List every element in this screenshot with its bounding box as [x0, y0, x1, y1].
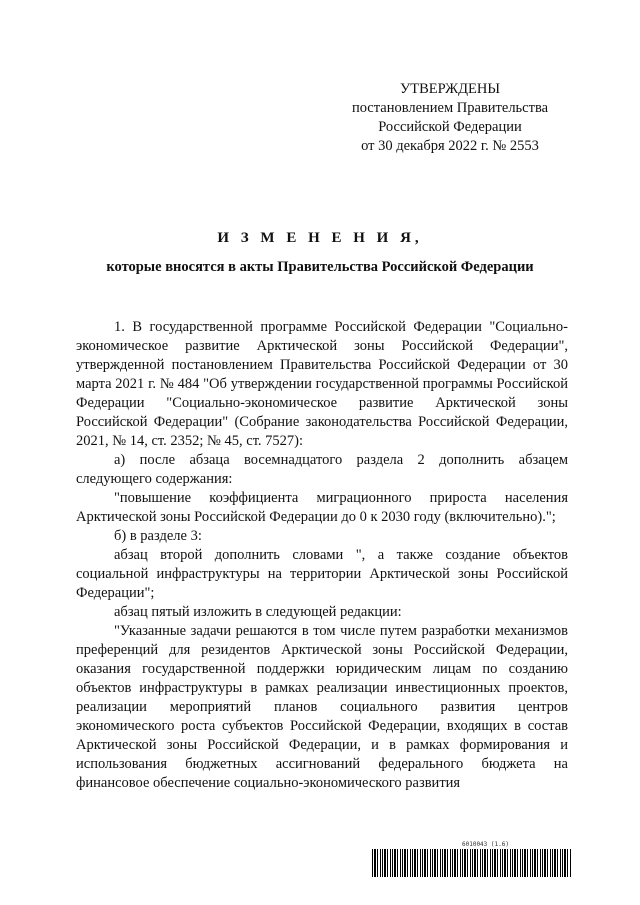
approval-block: [330, 80, 570, 156]
approval-date-number: от 30 декабря 2022 г. № 2553: [361, 138, 539, 154]
paragraph-7: "Указанные задачи решаются в том числе путем разработки механизмов преференций для резидентов Арктической зоны Российской Федерации, оказания государственной поддержки юридическим лицам по созданию объектов инфраструктуры в рамках реализации инвестиционных проектов, реализации мероприятий планов социального развития центров экономического роста субъектов Российской Федерации, входящих в состав Арктической зоны Российской Федерации, и в рамках формирования и использования бюджетных ассигнований федерального бюджета на финансовое обеспечение социально-экономического развития: [76, 623, 568, 791]
approval-resolution: постановлением Правительства: [351, 100, 549, 116]
paragraph-3: "повышение коэффициента миграционного прироста населения Арктической зоны Российской Федерации до 0 к 2030 году (включительно).";: [76, 490, 568, 525]
document-body: [76, 318, 568, 793]
barcode-icon: [372, 849, 572, 877]
document-code: 6010043 (1.6): [462, 841, 509, 848]
paragraph-4: б) в разделе 3:: [114, 528, 202, 544]
paragraph-2: а) после абзаца восемнадцатого раздела 2 дополнить абзацем следующего содержания:: [76, 452, 568, 487]
approval-authority: Российской Федерации: [378, 119, 522, 135]
paragraph-5: абзац второй дополнить словами ", а также создание объектов социальной инфраструктуры на территории Арктической зоны Российской Федерации";: [76, 547, 568, 601]
document-subtitle: которые вносятся в акты Правительства Российской Федерации: [106, 259, 534, 275]
approval-status: УТВЕРЖДЕНЫ: [399, 81, 501, 97]
document-title: И З М Е Н Е Н И Я,: [217, 230, 423, 246]
paragraph-1: 1. В государственной программе Российской Федерации "Социально-экономическое развитие Арктической зоны Российской Федерации", утвержденной постановлением Правительства Российской Федерации от 30 марта 2021 г. № 484 "Об утверждении государственной программы Российской Федерации "Социально-экономическое развитие Арктической зоны Российской Федерации" (Собрание законодательства Российской Федерации, 2021, № 14, ст. 2352; № 45, ст. 7527):: [76, 319, 568, 449]
paragraph-6: абзац пятый изложить в следующей редакции:: [114, 604, 402, 620]
